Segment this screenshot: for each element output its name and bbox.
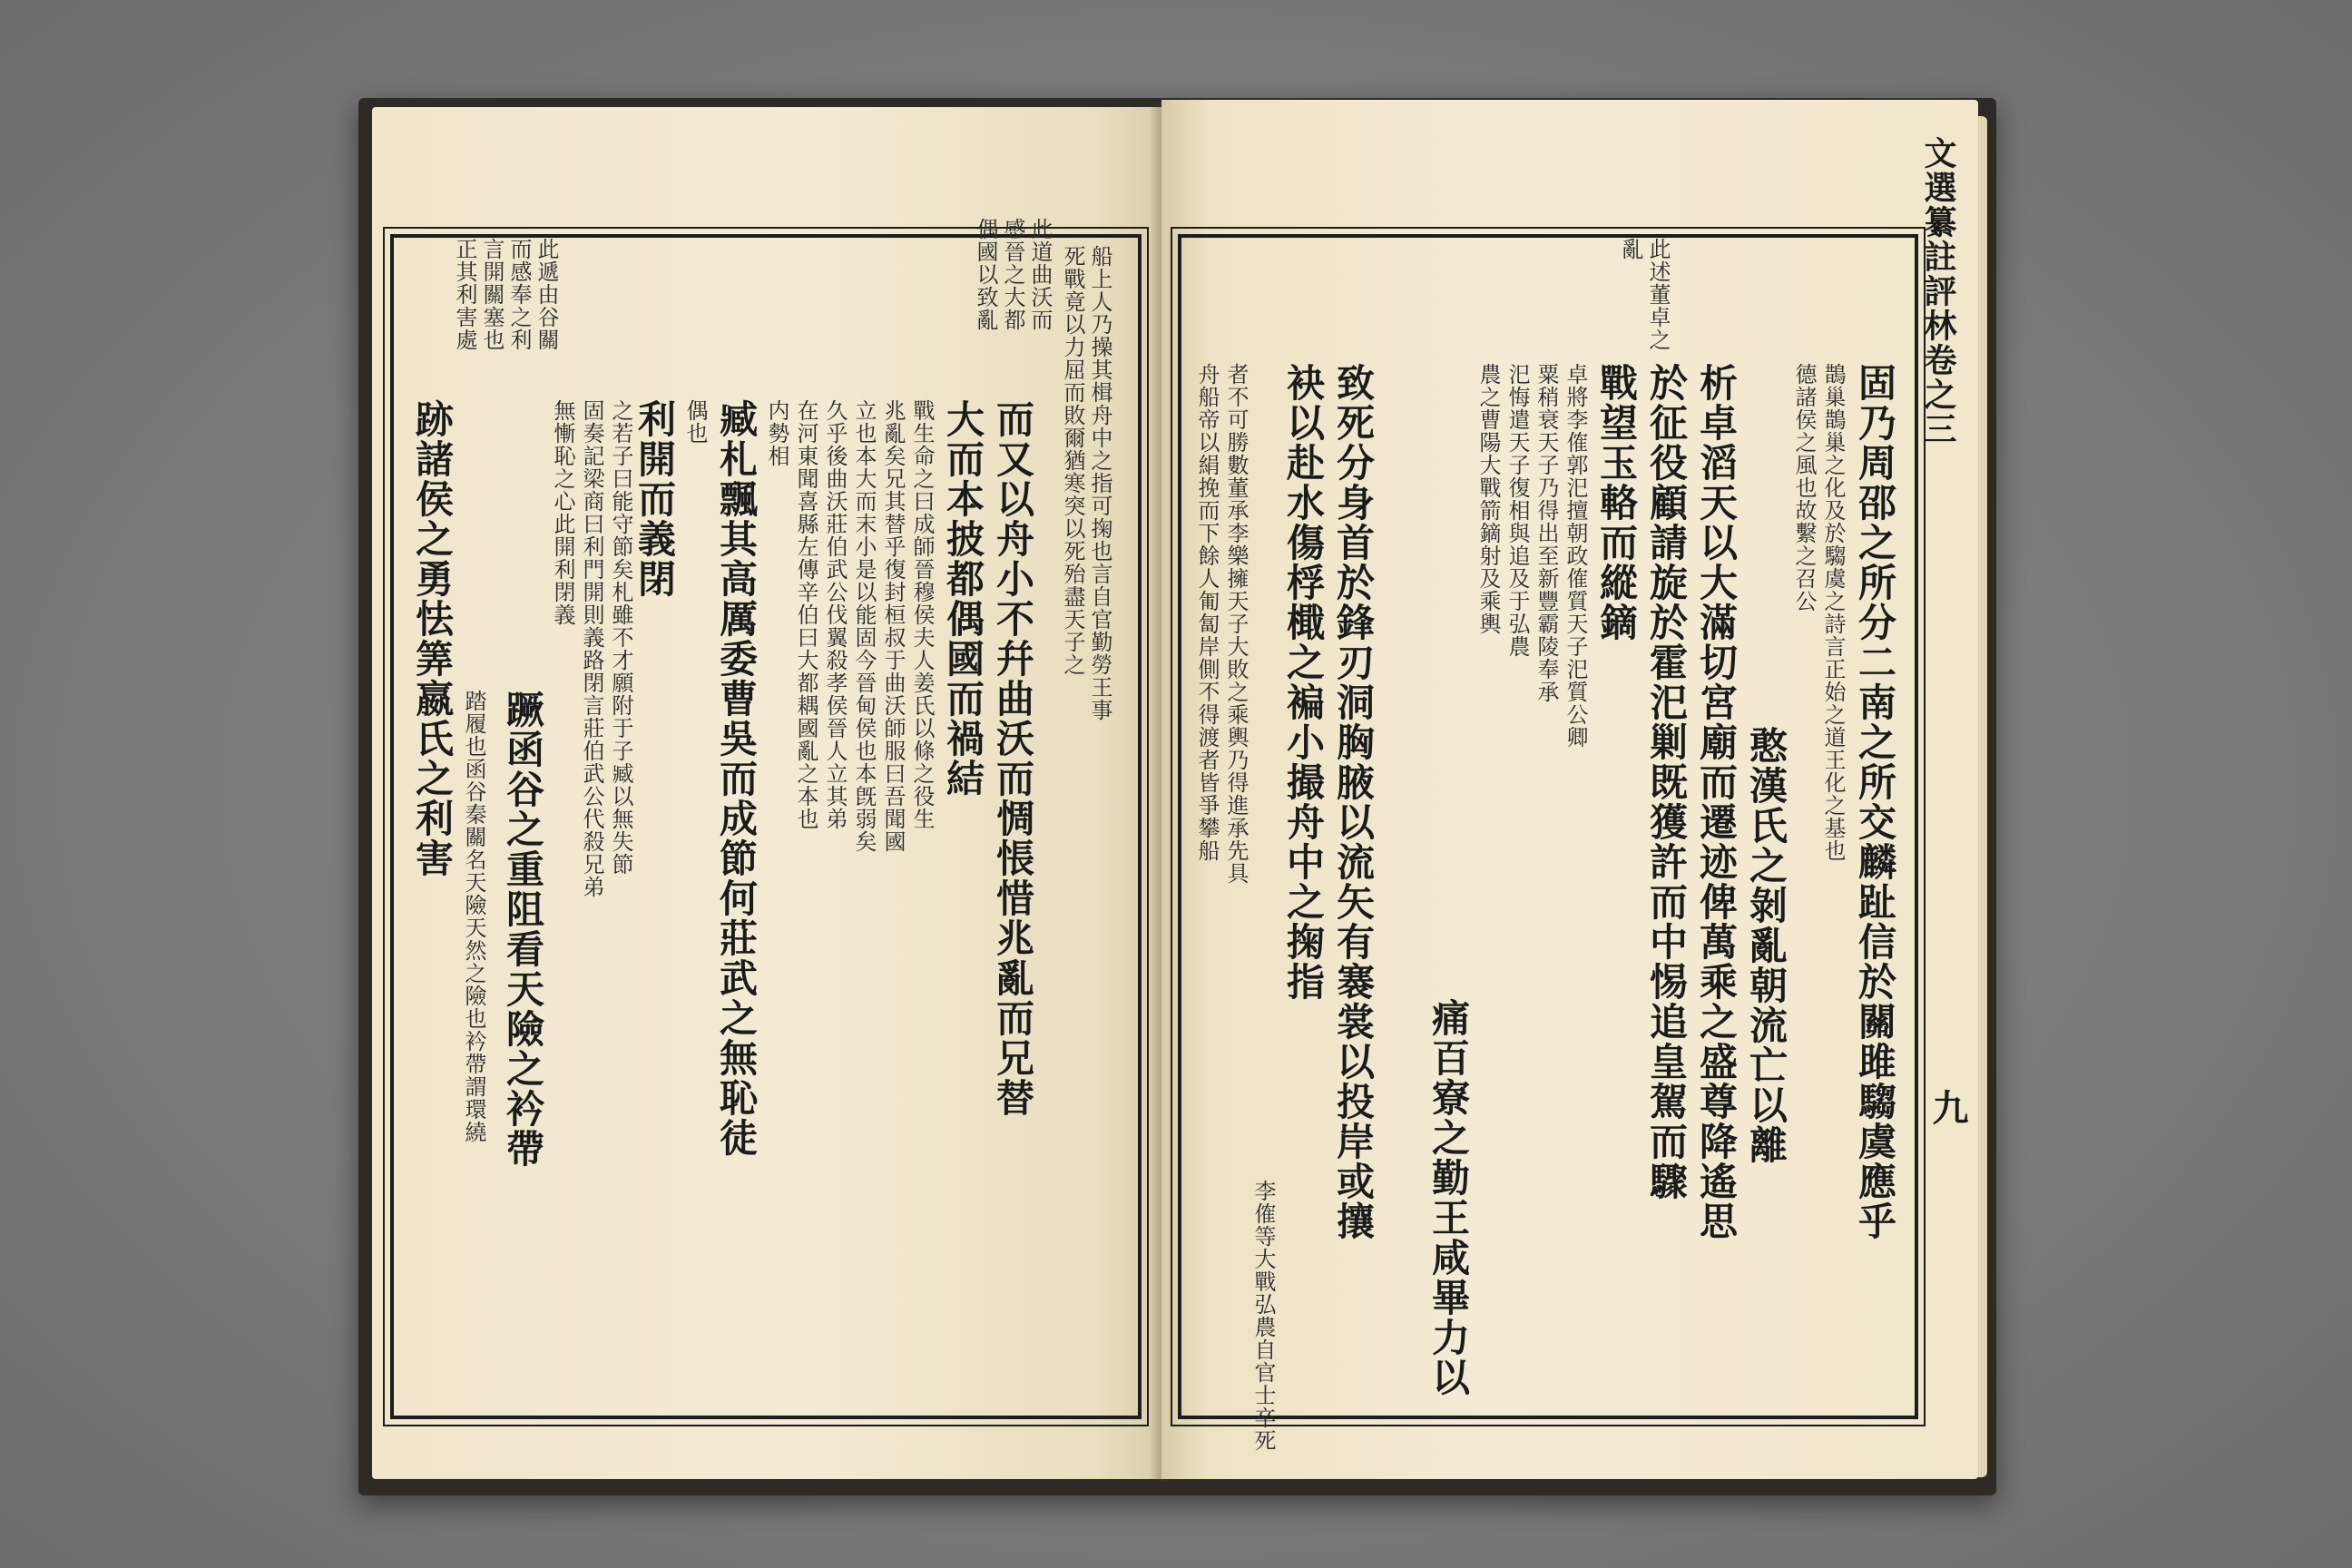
text-column: 死戰竟以力屈而敗爾猶寒突以死殆盡天子之 [1060, 245, 1085, 676]
text-column: 粟稍衰天子乃得出至新豐霸陵奉承 [1534, 363, 1559, 703]
text-column: 偶也 [682, 399, 708, 445]
header-note: 此述董卓之 [1645, 238, 1671, 351]
text-column: 舟船帝以絹挽而下餘人匍匐岸側不得渡者皆爭攀船 [1194, 363, 1220, 862]
text-column: 臧札飄其高厲委曹吳而成節何莊武之無恥徒 [714, 399, 759, 1158]
text-column: 汜悔遣天子復相與追及于弘農 [1504, 363, 1530, 658]
header-note: 感晉之大都 [1000, 218, 1025, 331]
text-column: 踏履也函谷秦關名天險天然之險也衿帶謂環繞 [461, 690, 486, 1143]
header-note: 亂 [1618, 238, 1643, 260]
text-column: 憨漢氏之剝亂朝流亡以離 [1744, 726, 1788, 1165]
text-column: 致死分身首於鋒刃洞胸腋以流矢有褰裳以投岸或攘 [1331, 363, 1376, 1241]
header-note: 而感奉之利 [506, 238, 532, 351]
text-column: 久乎後曲沃莊伯武公伐翼殺孝侯晉人立其弟 [822, 399, 848, 830]
text-column: 在河東聞喜縣左傳辛伯曰大都耦國亂之本也 [793, 399, 818, 830]
text-column: 固奏記梁商曰利門開則義路閉言莊伯武公代殺兄弟 [579, 399, 604, 898]
text-column: 者不可勝數董承李樂擁天子大敗之乘輿乃得進承先具 [1223, 363, 1249, 885]
text-column: 農之曹陽大戰箭鏑射及乘輿 [1475, 363, 1501, 635]
text-column: 袂以赴水傷桴檝之褊小撮舟中之掬指 [1281, 363, 1326, 1002]
running-title: 文選纂註評林卷之三 [1919, 136, 1957, 446]
header-note: 言開關塞也 [479, 238, 505, 351]
text-column: 大而本披都偶國而禍結 [941, 399, 985, 799]
text-column: 立也本大而末小是以能固今晉甸侯也本旣弱矣 [851, 399, 877, 853]
text-column: 鵲巢鵲巢之化及於騶虞之詩言正始之道王化之基也 [1820, 363, 1846, 862]
header-note: 偶國以致亂 [973, 218, 998, 331]
text-column: 卓將李傕郭汜擅朝政傕質天子汜質公卿 [1563, 363, 1588, 749]
text-column: 跡諸侯之勇怯筭嬴氏之利害 [410, 399, 455, 878]
text-column: 而又以舟小不幷曲沃而惆悵惜兆亂而兄替 [991, 399, 1035, 1118]
text-column: 内勢相 [764, 399, 789, 467]
text-column: 蹶函谷之重阻看天險之衿帶 [501, 690, 545, 1169]
text-column: 李傕等大戰弘農自官士卒死 [1250, 1180, 1276, 1452]
text-column: 於征役顧請旋於霍汜剿既獲許而中惕追皇駕而驟 [1644, 363, 1689, 1201]
text-column: 利開而義閉 [632, 399, 677, 599]
text-column: 兆亂矣兄其替乎復封桓叔于曲沃師服曰吾聞國 [880, 399, 906, 853]
header-note: 此遞由谷關 [534, 238, 559, 351]
text-column: 德諸侯之風也故繫之召公 [1791, 363, 1817, 612]
text-column: 無慚恥之心此開利閉義 [550, 399, 575, 626]
header-note: 此道曲沃而 [1027, 218, 1053, 331]
text-column: 析卓滔天以大滿切宮廟而遷迹俾萬乘之盛尊降遙思 [1694, 363, 1739, 1241]
text-column: 戰生命之曰成師晉穆侯夫人姜氏以條之役生 [909, 399, 935, 830]
text-column: 固乃周邵之所分二南之所交麟趾信於關雎騶虞應乎 [1853, 363, 1897, 1241]
text-column: 痛百寮之勤王咸畢力以 [1426, 998, 1471, 1397]
page-number: 九 [1926, 1089, 1969, 1125]
text-column: 船上人乃操其楫舟中之指可掬也言自官勤勞王事 [1087, 245, 1112, 721]
text-column: 戰望玉輅而縱鏑 [1594, 363, 1639, 642]
text-column: 之若子曰能守節矣札雖不才願附于子臧以無失節 [608, 399, 633, 876]
header-note: 正其利害處 [452, 238, 477, 351]
